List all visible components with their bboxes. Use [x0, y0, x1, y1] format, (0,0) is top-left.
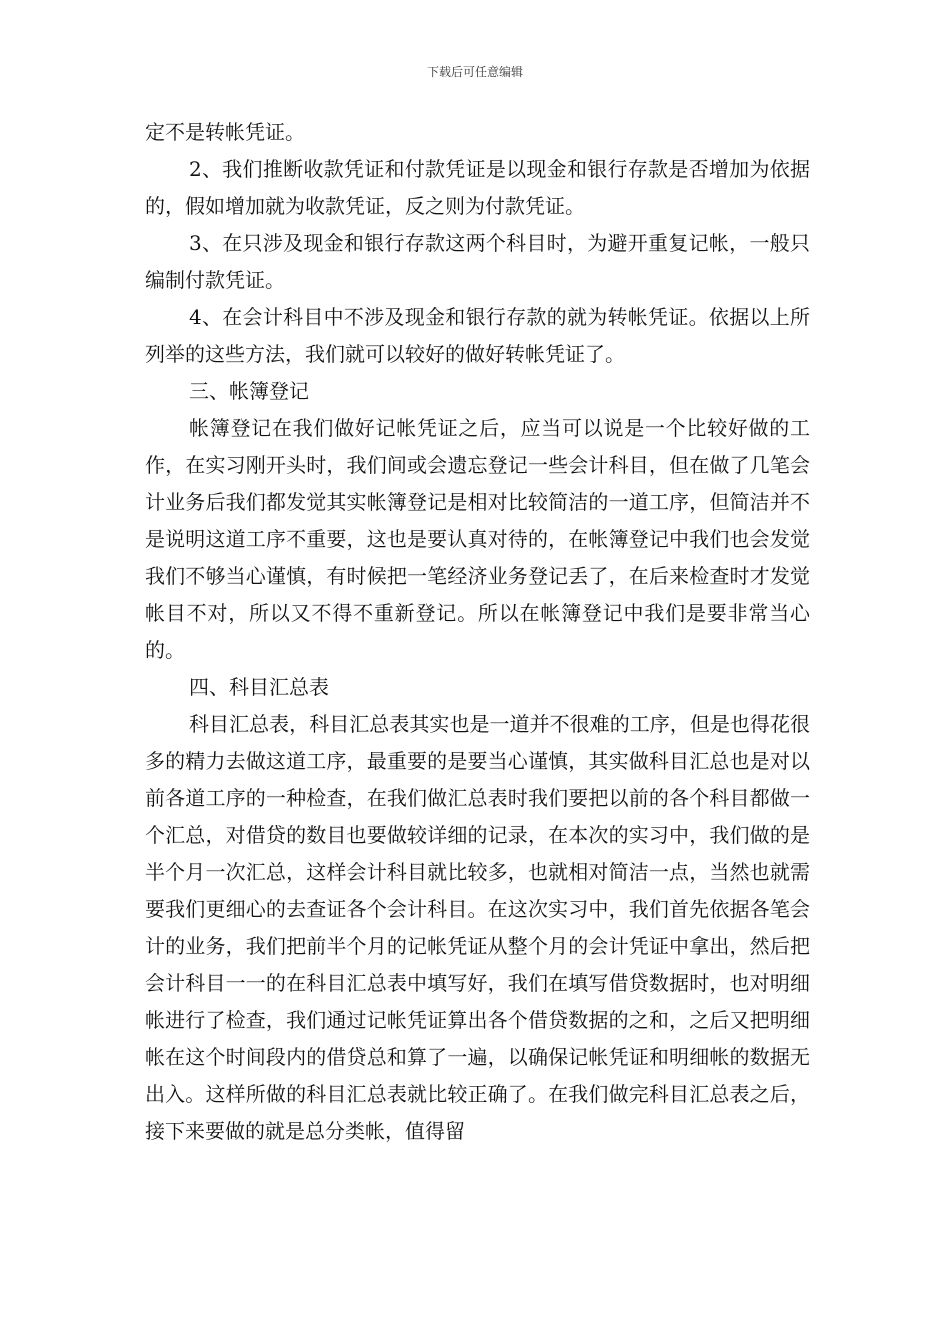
paragraph-ledger-registration: 帐簿登记在我们做好记帐凭证之后，应当可以说是一个比较好做的工作，在实习刚开头时，我们间或会遗忘登记一些会计科目，但在做了几笔会计业务后我们都发觉其实帐簿登记是相对比较简洁的一道工序，但简洁并不是说明这道工序不重要，这也是要认真对待的，在帐簿登记中我们也会发觉我们不够当心谨慎，有时候把一笔经济业务登记丢了，在后来检查时才发觉帐目不对，所以又不得不重新登记。所以在帐簿登记中我们是要非常当心的。: [145, 416, 810, 662]
paragraph-item-2: 2、我们推断收款凭证和付款凭证是以现金和银行存款是否增加为依据的，假如增加就为收款凭证，反之则为付款凭证。: [145, 157, 810, 218]
paragraph-continuation: 定不是转帐凭证。: [145, 120, 305, 144]
document-body: [145, 114, 810, 1150]
section-heading-ledger-registration: 三、帐簿登记: [189, 379, 309, 403]
paragraph-item-4: 4、在会计科目中不涉及现金和银行存款的就为转帐凭证。依据以上所列举的这些方法，我们就可以较好的做好转帐凭证了。: [145, 305, 810, 366]
section-heading-account-summary: 四、科目汇总表: [189, 675, 329, 699]
page-header: 下载后可任意编辑: [426, 65, 523, 79]
paragraph-item-3: 3、在只涉及现金和银行存款这两个科目时，为避开重复记帐，一般只编制付款凭证。: [145, 231, 810, 292]
paragraph-account-summary: 科目汇总表，科目汇总表其实也是一道并不很难的工序，但是也得花很多的精力去做这道工序，最重要的是要当心谨慎，其实做科目汇总也是对以前各道工序的一种检查，在我们做汇总表时我们要把以前的各个科目都做一个汇总，对借贷的数目也要做较详细的记录，在本次的实习中，我们做的是半个月一次汇总，这样会计科目就比较多，也就相对简洁一点，当然也就需要我们更细心的去查证各个会计科目。在这次实习中，我们首先依据各笔会计的业务，我们把前半个月的记帐凭证从整个月的会计凭证中拿出，然后把会计科目一一的在科目汇总表中填写好，我们在填写借贷数据时，也对明细帐进行了检查，我们通过记帐凭证算出各个借贷数据的之和，之后又把明细帐在这个时间段内的借贷总和算了一遍，以确保记帐凭证和明细帐的数据无出入。这样所做的科目汇总表就比较正确了。在我们做完科目汇总表之后，接下来要做的就是总分类帐，值得留: [145, 712, 810, 1143]
